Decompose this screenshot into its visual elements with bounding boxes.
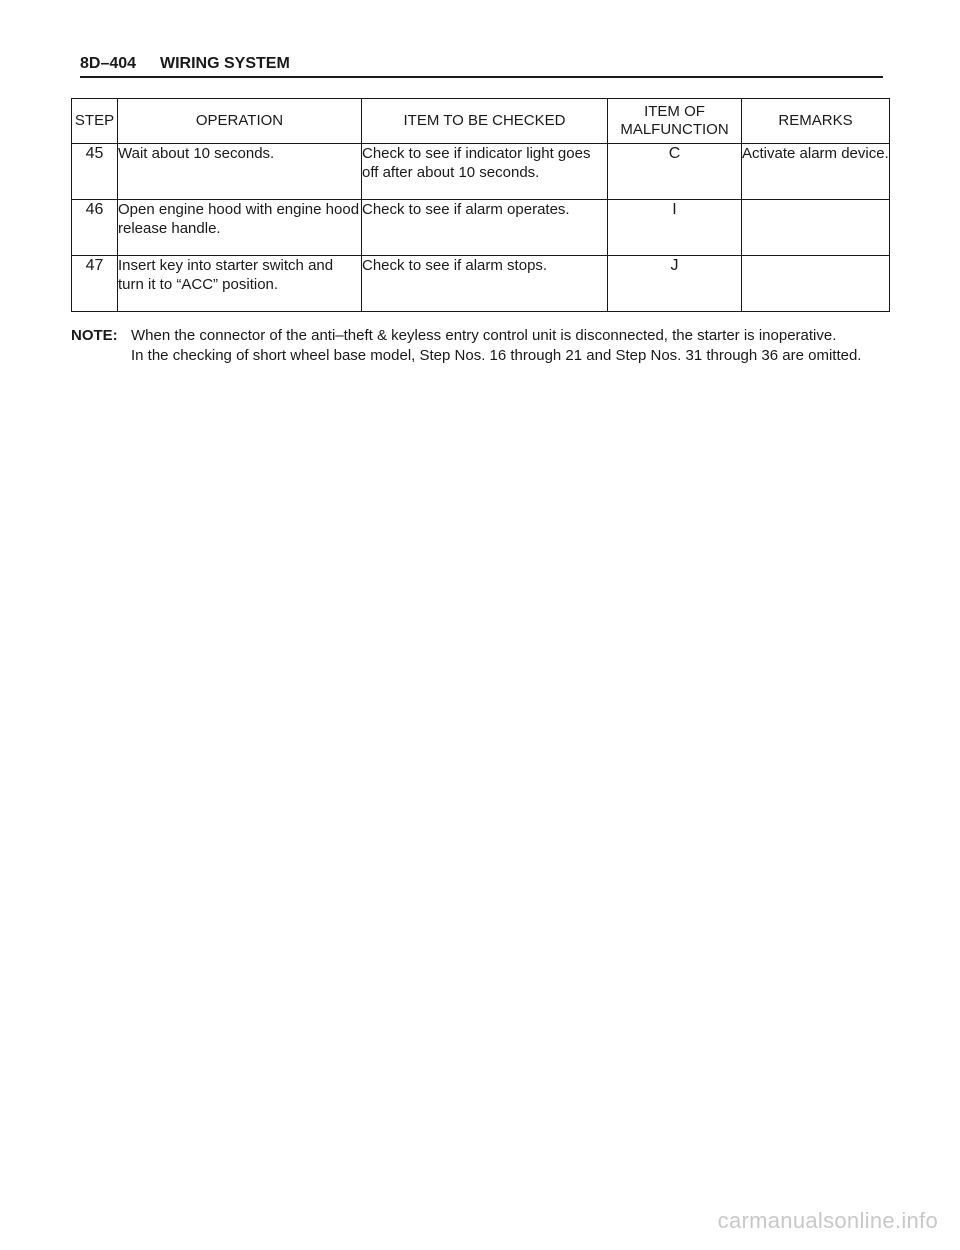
cell-operation: Wait about 10 seconds.	[118, 144, 362, 200]
cell-remarks	[742, 256, 890, 312]
cell-operation: Insert key into starter switch and turn it to “ACC” position.	[118, 256, 362, 312]
cell-step: 45	[72, 144, 118, 200]
table-row	[72, 200, 890, 256]
cell-operation: Open engine hood with engine hood release handle.	[118, 200, 362, 256]
col-header-step: STEP	[72, 99, 118, 144]
note-label: NOTE:	[71, 327, 118, 344]
cell-step: 47	[72, 256, 118, 312]
page-header	[80, 54, 883, 78]
col-header-operation: OPERATION	[118, 99, 362, 144]
page-code: 8D–404	[80, 55, 137, 72]
cell-malfunction: C	[608, 144, 742, 200]
cell-item-checked: Check to see if alarm operates.	[362, 200, 608, 256]
note-line-1: When the connector of the anti–theft & keyless entry control unit is disconnected, the starter is inoperative.	[131, 327, 837, 344]
inspection-steps-table	[71, 98, 890, 312]
col-header-malfunction	[608, 99, 742, 144]
cell-malfunction: I	[608, 200, 742, 256]
table-row	[72, 144, 890, 200]
note-line-2: In the checking of short wheel base model, Step Nos. 16 through 21 and Step Nos. 31 through 36 are omitted.	[131, 347, 862, 364]
cell-item-checked: Check to see if alarm stops.	[362, 256, 608, 312]
cell-item-checked: Check to see if indicator light goes off after about 10 seconds.	[362, 144, 608, 200]
col-header-malfunction-line1: ITEM OF	[644, 103, 705, 120]
section-title: WIRING SYSTEM	[160, 55, 290, 72]
cell-remarks	[742, 200, 890, 256]
col-header-malfunction-line2: MALFUNCTION	[620, 121, 729, 138]
table-header-row	[72, 99, 890, 144]
table-row	[72, 256, 890, 312]
cell-remarks: Activate alarm device.	[742, 144, 890, 200]
cell-malfunction: J	[608, 256, 742, 312]
cell-step: 46	[72, 200, 118, 256]
col-header-remarks: REMARKS	[742, 99, 890, 144]
watermark: carmanualsonline.info	[717, 1208, 938, 1233]
col-header-item-checked: ITEM TO BE CHECKED	[362, 99, 608, 144]
